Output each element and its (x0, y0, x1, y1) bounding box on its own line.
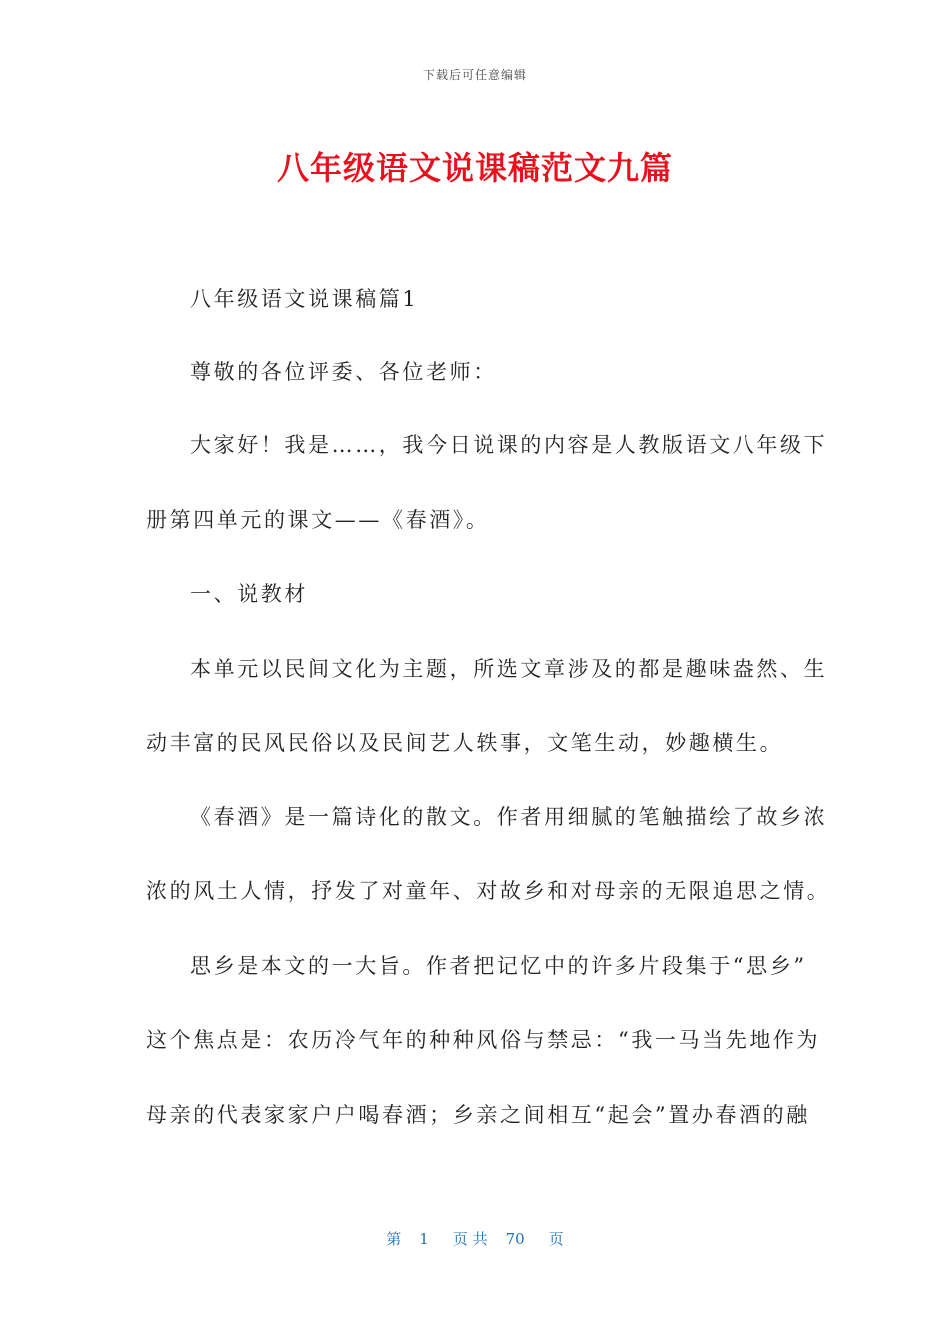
footer-prefix: 第 (386, 1230, 402, 1248)
paragraph-line: 册第四单元的课文——《春酒》。 (146, 508, 490, 532)
footer-suffix: 页 (548, 1230, 564, 1248)
subsection-heading: 一、说教材 (190, 582, 308, 606)
total-pages-number: 70 (505, 1230, 525, 1248)
document-title: 八年级语文说课稿范文九篇 (276, 149, 673, 187)
paragraph-line: 动丰富的民风民俗以及民间艺人轶事，文笔生动，妙趣横生。 (146, 731, 784, 755)
header-note: 下载后可任意编辑 (422, 68, 527, 82)
paragraph-line: 《春酒》是一篇诗化的散文。作者用细腻的笔触描绘了故乡浓 (190, 805, 828, 829)
paragraph-line: 大家好！我是……，我今日说课的内容是人教版语文八年级下 (190, 433, 828, 457)
page-footer (0, 1228, 950, 1249)
paragraph-line: 这个焦点是：农历冷气年的种种风俗与禁忌：“我一马当先地作为 (146, 1028, 821, 1052)
paragraph-line: 思乡是本文的一大旨。作者把记忆中的许多片段集于“思乡” (190, 954, 807, 978)
current-page-number: 1 (419, 1230, 429, 1248)
paragraph-line: 母亲的代表家家户户喝春酒；乡亲之间相互“起会”置办春酒的融 (146, 1103, 810, 1127)
footer-middle: 页 共 (452, 1230, 488, 1248)
section-heading: 八年级语文说课稿篇1 (190, 287, 419, 311)
paragraph-line: 本单元以民间文化为主题，所选文章涉及的都是趣味盎然、生 (190, 657, 828, 681)
salutation: 尊敬的各位评委、各位老师： (190, 360, 497, 384)
paragraph-line: 浓的风土人情，抒发了对童年、对故乡和对母亲的无限追思之情。 (146, 879, 831, 903)
